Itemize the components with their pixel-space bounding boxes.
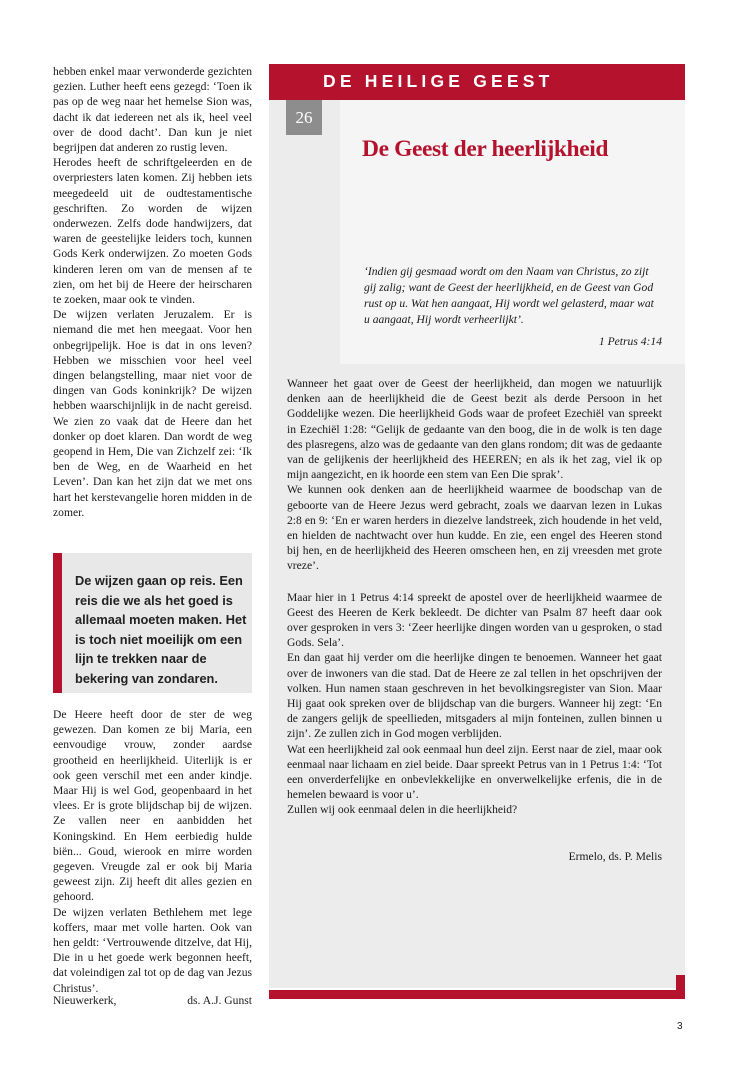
signature-place: Nieuwerkerk, xyxy=(53,994,117,1007)
left-column-top xyxy=(53,64,252,520)
left-column-bottom xyxy=(53,707,252,996)
paragraph: We kunnen ook denken aan de heerlijkheid waarmee de boodschap van de geboorte van de Heere Jezus werd gebracht, zoals we daarvan lezen in Lukas 2:8 en 9: ‘En er waren herders in diezelve landstreek, zich houdende in het veld, en hielden de nachtwacht over hun kudde. En zie, een engel des Heeren stond bij hen, en de heerlijkheid des Heeren omscheen hen, en zij vreesden met grote vreze’. xyxy=(287,483,662,573)
motto-quote: ‘Indien gij gesmaad wordt om den Naam van Christus, zo zijt gij zalig; want de Geest der heerlijkheid, en de Geest van God rust op u. Wat hen aangaat, Hij wordt wel gelasterd, maar wat u aangaat, Hij wordt verheerlijkt’. xyxy=(364,265,654,326)
signature-name: ds. A.J. Gunst xyxy=(187,994,252,1007)
paragraph: Maar hier in 1 Petrus 4:14 spreekt de apostel over de heerlijkheid waarmee de Geest des Heeren de Kerk bekleedt. De dichter van Psalm 87 heeft daar ook over gesproken in vers 3: ‘Zeer heerlijke dingen worden van u gesproken, o stad Gods. Sela’. xyxy=(287,590,662,650)
section-banner xyxy=(269,64,685,100)
paragraph: Wat een heerlijkheid zal ook eenmaal hun deel zijn. Eerst naar de ziel, maar ook eenmaal naar lichaam en ziel beide. Daar spreekt Petrus van in 1 Petrus 1:4: ‘Tot een onverderfelijke en onbevlekkelijke en onverwelkelijke erfenis, die in de hemelen bewaard is voor u’. xyxy=(287,742,662,802)
pull-quote-box xyxy=(53,553,252,693)
paragraph: Wanneer het gaat over de Geest der heerlijkheid, dan mogen we natuurlijk denken aan de heerlijkheid die de Geest bezit als derde Persoon in het Goddelijke wezen. Die heerlijkheid Gods waar de profeet Ezechiël van spreekt in Ezechiël 1:28: “Gelijk de gedaante van den boog, die in de wolk is ten dage des plasregens, alzo was de gedaante van den glans rondom; dit was de gedaante van de gelijkenis der heerlijkheid des HEEREN; en als ik het zag, viel ik op mijn aangezicht, en ik hoorde een stem van Een Die sprak’. xyxy=(287,377,662,482)
paragraph: Herodes heeft de schriftgeleerden en de overpriesters laten komen. Zij hebben iets meegedeeld uit de oudtestamentische geschriften. Zo worden de wijzen onderwezen. Zelfs dode handwijzers, dat waren de geestelijke leiders toch, kunnen Gods Kerk onderwijzen. Zo moeten Gods kinderen leren om van de mensen af te zien, om het bij de Heere der heirscharen te zoeken, maar ook te vinden. xyxy=(53,156,252,307)
paragraph: De wijzen verlaten Bethlehem met lege koffers, maar met volle harten. Ook van hen geldt: ‘Vertrouwende ditzelve, dat Hij, Die in u het goede werk begonnen heeft, dat voleindigen zal tot op de dag van Jezus Christus’. xyxy=(53,905,252,995)
pull-quote-bar xyxy=(53,553,62,693)
article-body xyxy=(287,376,662,818)
paragraph: Zullen wij ook eenmaal delen in die heerlijkheid? xyxy=(287,803,518,817)
paragraph: En dan gaat hij verder om die heerlijke dingen te benoemen. Wanneer het gaat over de inwoners van die stad. Dat de Heere ze zal tellen in het opschrijven der volken. Hun namen staan geschreven in het bevolkingsregister van Sion. Maar Hij gaat ook spreken over de blijdschap van die burgers. Wanneer hij zegt: ‘En de zangers gelijk de speellieden, mitsgaders al mijn fonteinen, zullen binnen u zijn’. Ze zullen zich in God mogen verblijden. xyxy=(287,651,662,741)
article-signature: Ermelo, ds. P. Melis xyxy=(568,850,662,863)
paragraph: De Heere heeft door de ster de weg gewezen. Dan komen ze bij Maria, een eenvoudige vrouw, zonder aardse grootheid en heerlijkheid. Uiterlijk is er ook geen verschil met een ander kindje. Maar Hij is wel God, geopenbaard in het vlees. Er is grote blijdschap bij de wijzen. Ze vallen neer en aanbidden het Koningskind. En Hem eerbiedig hulde biën... Goud, wierook en mirre worden gegeven. Vreugde zal er ook bij Maria geweest zijn. Zij heeft dit alles gezien en gehoord. xyxy=(53,708,252,904)
motto-reference: 1 Petrus 4:14 xyxy=(598,335,662,348)
corner-accent-horizontal xyxy=(269,990,685,999)
paragraph: hebben enkel maar verwonderde gezichten gezien. Luther heeft eens gezegd: ‘Toen ik pas op de weg naar het hemelse Sion was, dacht ik dat iedereen net als ik, heel veel over de dood dacht’. Dan kun je niet begrijpen dat anderen zo rustig leven. xyxy=(53,65,252,155)
paragraph-gap xyxy=(287,574,662,590)
page-number: 3 xyxy=(677,1021,683,1032)
section-title: DE HEILIGE GEEST xyxy=(323,71,554,91)
article-title: De Geest der heerlijkheid xyxy=(362,136,609,162)
paragraph: De wijzen verlaten Jeruzalem. Er is niemand die met hen meegaat. Voor hen onbegrijpelijk. Hoe is dat in ons leven? Hebben we misschien voor heel veel dingen belangstelling, maar niet voor de dingen van Gods koninkrijk? De wijzen hebben waarschijnlijk in de nacht gereisd. We zien zo vaak dat de Heere dan het donker op doet klaren. Dan wordt de weg geopend in Hem, Die van Zichzelf zei: ‘Ik ben de Weg, en de Waarheid en het Leven’. Dan kan het zijn dat we met ons hart het kerstevangelie horen midden in de zomer. xyxy=(53,308,252,519)
article-number: 26 xyxy=(286,100,322,135)
pull-quote-text: De wijzen gaan op reis. Een reis die we als het goed is allemaal moeten maken. Het is toch niet moeilijk om een lijn te trekken naar de bekering van zondaren. xyxy=(75,573,247,686)
